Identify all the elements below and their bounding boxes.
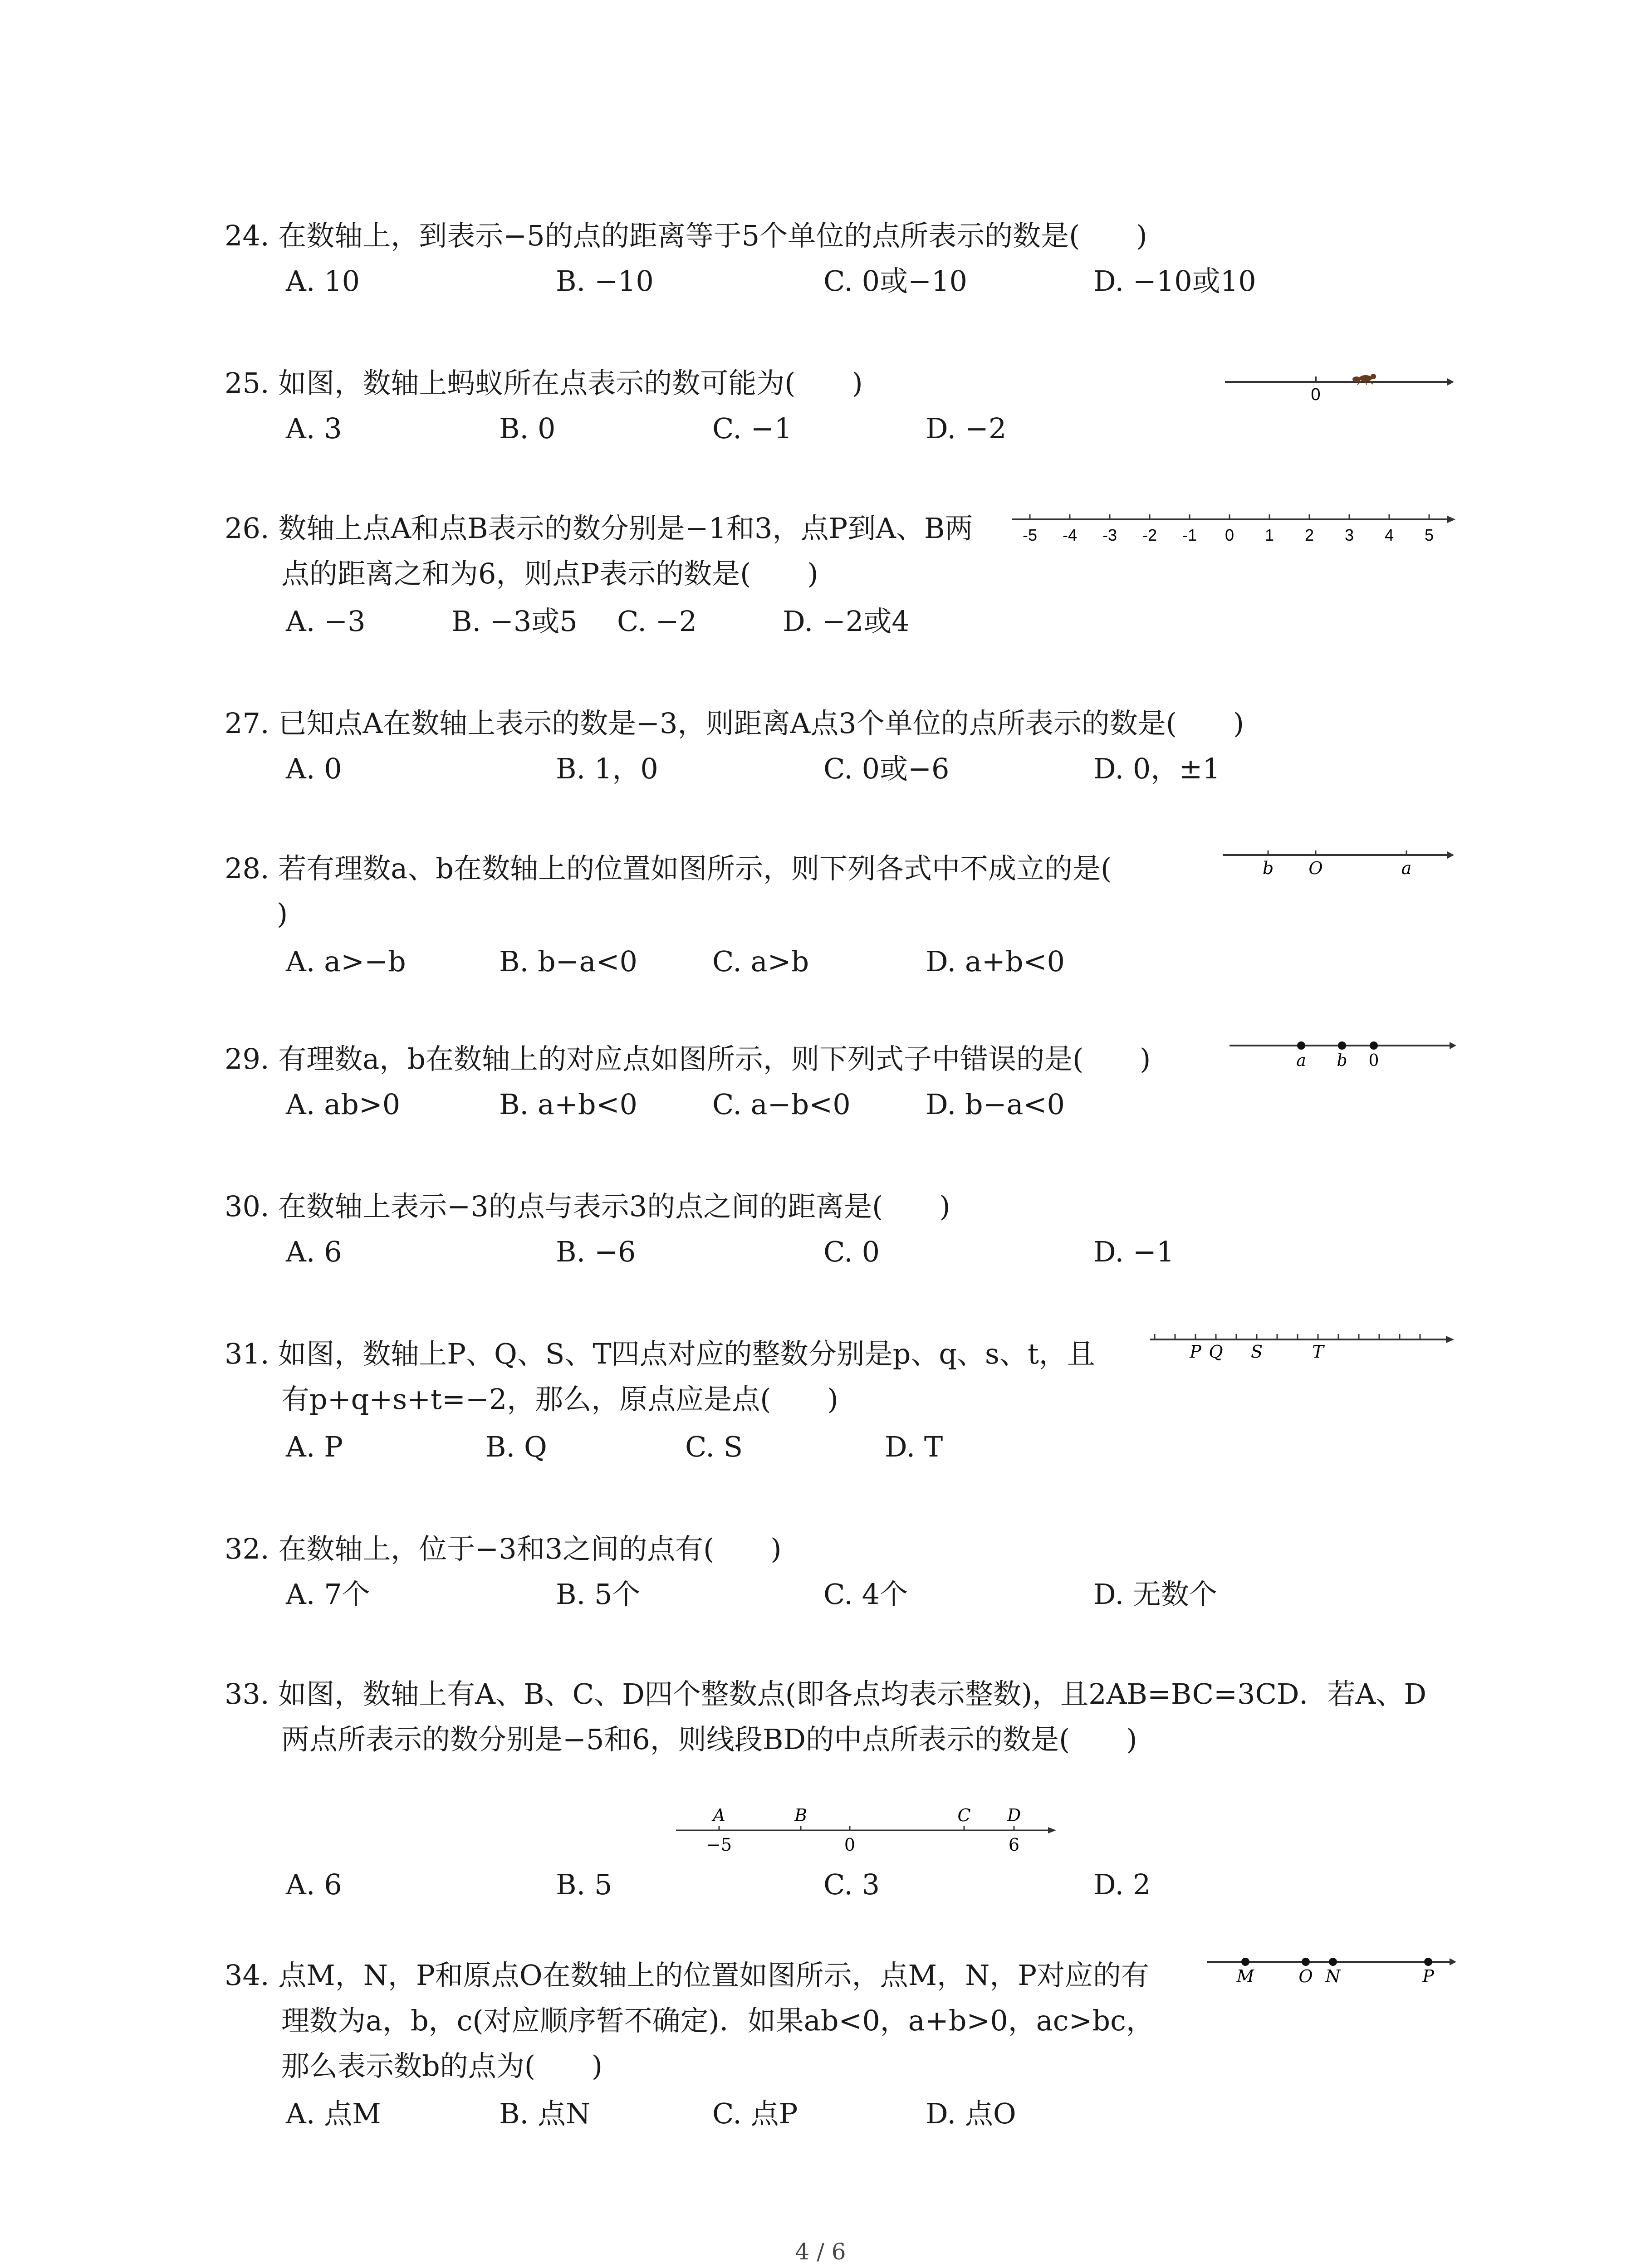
point-t-label: T (1312, 1342, 1324, 1362)
option-b: B. −10 (556, 264, 654, 298)
question-stem-line-1: 31. 如图，数轴上P、Q、S、T四点对应的整数分别是p、q、s、t，且 (225, 1337, 1095, 1370)
options (286, 406, 1602, 451)
tick-label: 0 (1225, 526, 1234, 544)
option-a: A. 6 (286, 1235, 342, 1268)
option-d: D. −10或10 (1093, 264, 1256, 298)
tick-label: 2 (1304, 526, 1314, 544)
option-d: D. 无数个 (1093, 1578, 1217, 1611)
option-d: D. T (885, 1430, 943, 1463)
value-6-label: 6 (1008, 1835, 1020, 1855)
origin-label: O (1308, 858, 1323, 878)
axis-label-zero: 0 (1311, 385, 1321, 404)
question-stem: 24. 在数轴上，到表示−5的点的距离等于5个单位的点所表示的数是( ) (225, 219, 1147, 252)
question-stem-line-2: 理数为a，b，c(对应顺序暂不确定)．如果ab<0，a+b>0，ac>bc， (281, 2004, 1154, 2037)
options (286, 939, 1602, 984)
options (286, 2091, 1602, 2136)
option-c: C. 点P (712, 2097, 798, 2130)
option-b: B. a+b<0 (499, 1088, 637, 1121)
value-neg5-label: −5 (706, 1835, 732, 1855)
point-b-label: b (1262, 858, 1274, 878)
axis-arrow (1447, 516, 1455, 523)
option-a: A. P (286, 1430, 343, 1463)
option-b: B. −6 (556, 1235, 636, 1268)
point-c-label: C (957, 1805, 971, 1825)
options (286, 599, 1602, 644)
option-b: B. −3或5 (451, 605, 578, 638)
option-a: A. 点M (286, 2097, 381, 2130)
value-zero-label: 0 (844, 1835, 856, 1855)
question-stem-line-2: ) (277, 897, 288, 930)
question-stem-line-1: 33. 如图，数轴上有A、B、C、D四个整数点(即各点均表示整数)，且2AB=BC=3CD．若A、D (225, 1677, 1427, 1711)
option-b: B. 点N (499, 2097, 591, 2130)
point-d-label: D (1007, 1805, 1021, 1825)
options (286, 746, 1602, 792)
question-stem: 30. 在数轴上表示−3的点与表示3的点之间的距离是( ) (225, 1190, 950, 1223)
option-c: C. 0或−6 (823, 752, 950, 785)
option-a: A. 10 (286, 264, 360, 298)
option-c: C. 3 (823, 1868, 880, 1901)
option-c: C. −1 (712, 412, 793, 445)
options (286, 259, 1602, 304)
option-d: D. 点O (926, 2097, 1016, 2130)
ant-icon (1352, 374, 1376, 385)
question-stem-line-3: 那么表示数b的点为( ) (281, 2049, 603, 2082)
point-n-label: N (1325, 1966, 1341, 1986)
question-stem-line-1: 28. 若有理数a、b在数轴上的位置如图所示，则下列各式中不成立的是( (225, 852, 1112, 885)
question-stem-line-1: 26. 数轴上点A和点B表示的数分别是−1和3，点P到A、B两 (225, 512, 973, 545)
option-a: A. 6 (286, 1868, 342, 1901)
number-line-figure-mnop (1207, 1946, 1456, 1989)
option-b: B. 5个 (556, 1578, 641, 1611)
axis-arrow (1446, 1336, 1454, 1343)
point-a-label: a (1401, 858, 1412, 878)
option-b: B. 1，0 (556, 752, 658, 785)
option-a: A. ab>0 (286, 1088, 401, 1121)
question-stem: 25. 如图，数轴上蚂蚁所在点表示的数可能为( ) (225, 367, 863, 400)
question-stem: 27. 已知点A在数轴上表示的数是−3，则距离A点3个单位的点所表示的数是( ) (225, 707, 1244, 740)
question-stem-line-1: 34. 点M，N，P和原点O在数轴上的位置如图所示，点M，N，P对应的有 (225, 1959, 1150, 1992)
option-c: C. a−b<0 (712, 1088, 851, 1121)
tick-label: 3 (1344, 526, 1354, 544)
question-stem: 29. 有理数a，b在数轴上的对应点如图所示，则下列式子中错误的是( ) (225, 1042, 1151, 1075)
number-line-figure-abcd (676, 1799, 1057, 1864)
options (286, 1424, 1602, 1470)
tick-label: -1 (1182, 526, 1197, 544)
option-d: D. a+b<0 (926, 945, 1065, 978)
point-p-label: P (1422, 1966, 1434, 1986)
option-d: D. −2 (926, 412, 1007, 445)
options (286, 1862, 1602, 1907)
point-a-label: a (1296, 1051, 1306, 1070)
point-b-label: B (794, 1805, 807, 1825)
option-c: C. −2 (617, 605, 697, 638)
option-d: D. −1 (1093, 1235, 1175, 1268)
question-stem-line-2: 两点所表示的数分别是−5和6，则线段BD的中点所表示的数是( ) (281, 1723, 1137, 1756)
tick-label: -3 (1102, 526, 1117, 544)
option-d: D. 2 (1093, 1868, 1151, 1901)
question-stem-line-2: 点的距离之和为6，则点P表示的数是( ) (281, 557, 818, 590)
number-line-figure-pqst (1150, 1327, 1454, 1365)
question-stem-line-2: 有p+q+s+t=−2，那么，原点应是点( ) (281, 1383, 838, 1416)
option-b: B. Q (485, 1430, 547, 1463)
option-d: D. 0，±1 (1093, 752, 1220, 785)
tick-label: -2 (1142, 526, 1157, 544)
option-c: C. a>b (712, 945, 809, 978)
point-q-label: Q (1209, 1342, 1223, 1362)
option-b: B. b−a<0 (499, 945, 637, 978)
tick-label: 5 (1424, 526, 1434, 544)
tick-label: 4 (1384, 526, 1394, 544)
point-b-label: b (1337, 1051, 1347, 1070)
option-b: B. 5 (556, 1868, 612, 1901)
option-d: D. −2或4 (783, 605, 910, 638)
number-line-figure-ab (1223, 841, 1454, 880)
point-s-label: S (1250, 1342, 1263, 1362)
point-a-label: A (713, 1805, 725, 1825)
number-line-figure-integers (1012, 508, 1456, 551)
number-line-figure-ab0 (1230, 1030, 1456, 1072)
option-c: C. S (685, 1430, 743, 1463)
option-c: C. 4个 (823, 1578, 908, 1611)
option-a: A. 0 (286, 752, 342, 785)
number-line-figure-ant (1225, 363, 1452, 406)
option-a: A. −3 (286, 605, 366, 638)
option-a: A. 3 (286, 412, 342, 445)
question-stem: 32. 在数轴上，位于−3和3之间的点有( ) (225, 1532, 782, 1565)
origin-label: 0 (1368, 1051, 1379, 1070)
option-c: C. 0或−10 (823, 264, 967, 298)
tick-label: -4 (1062, 526, 1078, 544)
page-number: 4 / 6 (795, 2239, 846, 2265)
options (286, 1229, 1602, 1275)
option-a: A. 7个 (286, 1578, 370, 1611)
origin-label: O (1298, 1966, 1313, 1986)
options (286, 1572, 1602, 1617)
options (286, 1082, 1602, 1127)
point-m-label: M (1236, 1966, 1254, 1986)
option-d: D. b−a<0 (926, 1088, 1065, 1121)
point-p-label: P (1190, 1342, 1201, 1362)
option-b: B. 0 (499, 412, 556, 445)
tick-label: 1 (1264, 526, 1274, 544)
option-a: A. a>−b (286, 945, 406, 978)
option-c: C. 0 (823, 1235, 880, 1268)
tick-label: -5 (1022, 526, 1038, 544)
